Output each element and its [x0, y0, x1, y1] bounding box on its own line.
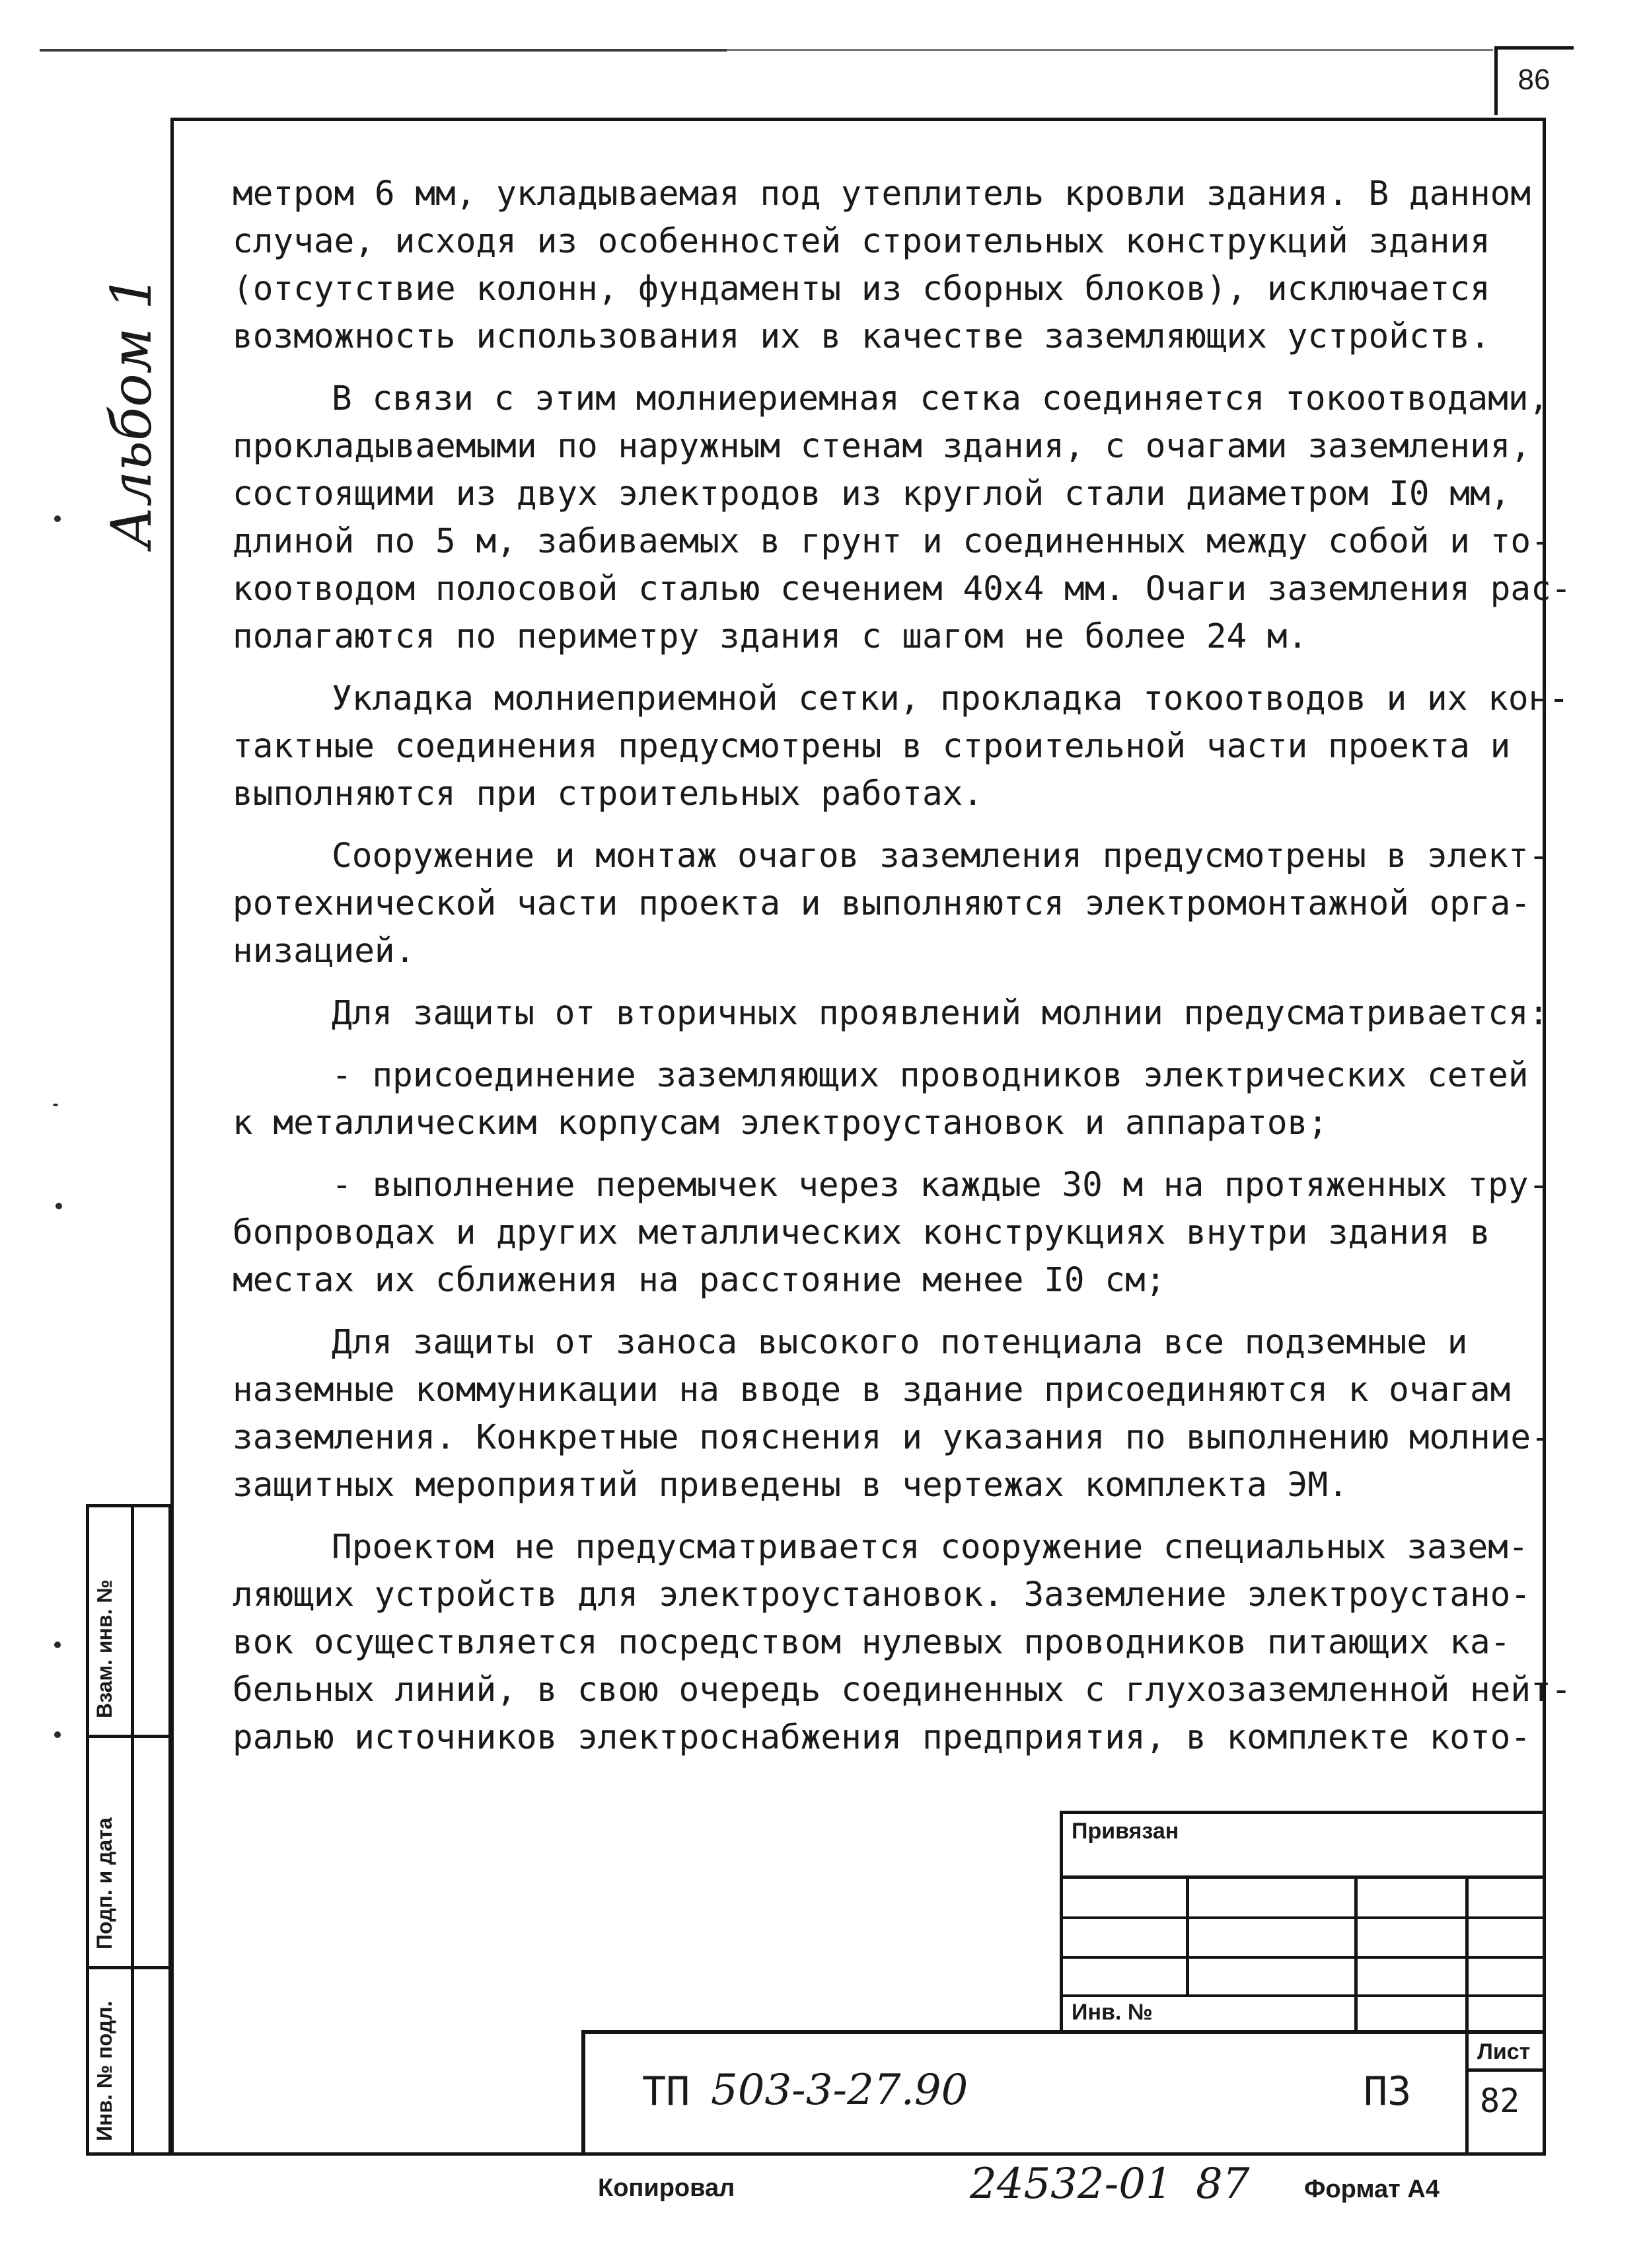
- text-line: - выполнение перемычек через каждые 30 м на протяженных тру-: [332, 1166, 1549, 1205]
- binding-table-line: [1354, 1875, 1358, 2030]
- text-line: (отсутствие колонн, фундаменты из сборных блоков), исключается: [233, 270, 1490, 309]
- footer-format: Формат А4: [1304, 2175, 1440, 2203]
- side-label-inv-podl: Инв. № подл.: [92, 2000, 116, 2141]
- text-line: ляющих устройств для электроустановок. Заземление электроустано-: [233, 1575, 1531, 1614]
- text-line: ротехнической части проекта и выполняются электромонтажной орга-: [233, 884, 1531, 923]
- text-line: коотводом полосовой сталью сечением 40х4 мм. Очаги заземления рас-: [233, 570, 1572, 609]
- scan-dot: [54, 515, 61, 522]
- body-text: [233, 170, 1572, 1776]
- footer-copied: Копировал: [598, 2174, 735, 2202]
- text-line: возможность использования их в качестве заземляющих устройств.: [233, 317, 1490, 356]
- title-block-line: [1465, 2068, 1546, 2072]
- side-stamp-divider: [86, 1735, 172, 1738]
- side-stamp-inner-line: [131, 1504, 134, 2156]
- list-label: Лист: [1477, 2039, 1531, 2064]
- binding-table-line: [1060, 1956, 1546, 1959]
- scan-dot: [54, 1731, 61, 1738]
- list-value: 82: [1480, 2082, 1520, 2120]
- text-line: В связи с этим молниериемная сетка соединяется токоотводами,: [332, 379, 1549, 418]
- paragraph: [233, 375, 1572, 661]
- text-line: тактные соединения предусмотрены в строительной части проекта и: [233, 727, 1511, 766]
- scan-dot: [54, 1642, 61, 1648]
- doc-code: 503-3-27.90: [711, 2066, 969, 2115]
- footer-page: 87: [1196, 2160, 1250, 2209]
- side-label-podp-data: Подп. и дата: [92, 1817, 116, 1949]
- text-line: Проектом не предусматривается сооружение специальных зазем-: [332, 1528, 1529, 1567]
- paragraph: [233, 675, 1569, 818]
- footer-number: 24532-01: [970, 2160, 1173, 2209]
- text-line: метром 6 мм, укладываемая под утеплитель кровли здания. В данном: [233, 174, 1531, 213]
- top-rule-thin: [727, 49, 1493, 51]
- text-line: прокладываемыми по наружным стенам здания, с очагами заземления,: [233, 427, 1531, 466]
- text-line: к металлическим корпусам электроустановок и аппаратов;: [233, 1104, 1329, 1143]
- paragraph: [233, 1524, 1572, 1762]
- text-line: случае, исходя из особенностей строительных конструкций здания: [233, 222, 1490, 261]
- privyazan-label: Привязан: [1072, 1819, 1179, 1844]
- text-line: местах их сближения на расстояние менее I0 см;: [233, 1261, 1166, 1300]
- text-line: заземления. Конкретные пояснения и указания по выполнению молние-: [233, 1418, 1551, 1457]
- scan-dot: [53, 1104, 58, 1106]
- paragraph: [233, 1052, 1529, 1147]
- text-line: Для защиты от заноса высокого потенциала все подземные и: [332, 1323, 1468, 1362]
- scan-dot: [55, 1203, 62, 1209]
- top-rule: [40, 49, 727, 52]
- paragraph: [233, 1319, 1551, 1509]
- text-line: вок осуществляется посредством нулевых проводников питающих ка-: [233, 1623, 1511, 1662]
- text-line: бопроводах и других металлических конструкциях внутри здания в: [233, 1213, 1490, 1252]
- text-line: выполняются при строительных работах.: [233, 775, 984, 813]
- text-line: полагаются по периметру здания с шагом не более 24 м.: [233, 617, 1308, 656]
- side-stamp-divider: [86, 1966, 172, 1969]
- text-line: Сооружение и монтаж очагов заземления предусмотрены в элект-: [332, 837, 1549, 876]
- paragraph: [233, 170, 1531, 361]
- paragraph: [233, 1162, 1549, 1304]
- text-line: Для защиты от вторичных проявлений молнии предусматривается:: [332, 994, 1549, 1033]
- text-line: Укладка молниеприемной сетки, прокладка токоотводов и их кон-: [332, 679, 1569, 718]
- text-line: состоящими из двух электродов из круглой стали диаметром I0 мм,: [233, 474, 1511, 513]
- binding-table-line: [1186, 1875, 1189, 1994]
- doc-prefix: ТП: [642, 2068, 690, 2115]
- text-line: длиной по 5 м, забиваемых в грунт и соединенных между собой и то-: [233, 522, 1551, 561]
- inv-no-label: Инв. №: [1072, 2000, 1153, 2025]
- text-line: бельных линий, в свою очередь соединенных с глухозаземленной нейт-: [233, 1671, 1572, 1710]
- paragraph: [233, 833, 1549, 975]
- text-line: наземные коммуникации на вводе в здание присоединяются к очагам: [233, 1371, 1511, 1410]
- binding-table-line: [1060, 1916, 1546, 1919]
- page-number: 86: [1517, 63, 1551, 96]
- text-line: низацией.: [233, 932, 416, 971]
- text-line: защитных мероприятий приведены в чертежах комплекта ЭМ.: [233, 1466, 1348, 1505]
- side-label-vzam-inv: Взам. инв. №: [92, 1579, 116, 1718]
- paragraph: [233, 990, 1549, 1038]
- text-line: ралью источников электроснабжения предприятия, в комплекте кото-: [233, 1718, 1531, 1757]
- margin-note-album: Альбом 1: [99, 274, 164, 548]
- binding-table-line: [1060, 1875, 1546, 1879]
- doc-section: ПЗ: [1364, 2068, 1412, 2115]
- text-line: - присоединение заземляющих проводников электрических сетей: [332, 1056, 1529, 1095]
- binding-table-line: [1060, 1994, 1546, 1997]
